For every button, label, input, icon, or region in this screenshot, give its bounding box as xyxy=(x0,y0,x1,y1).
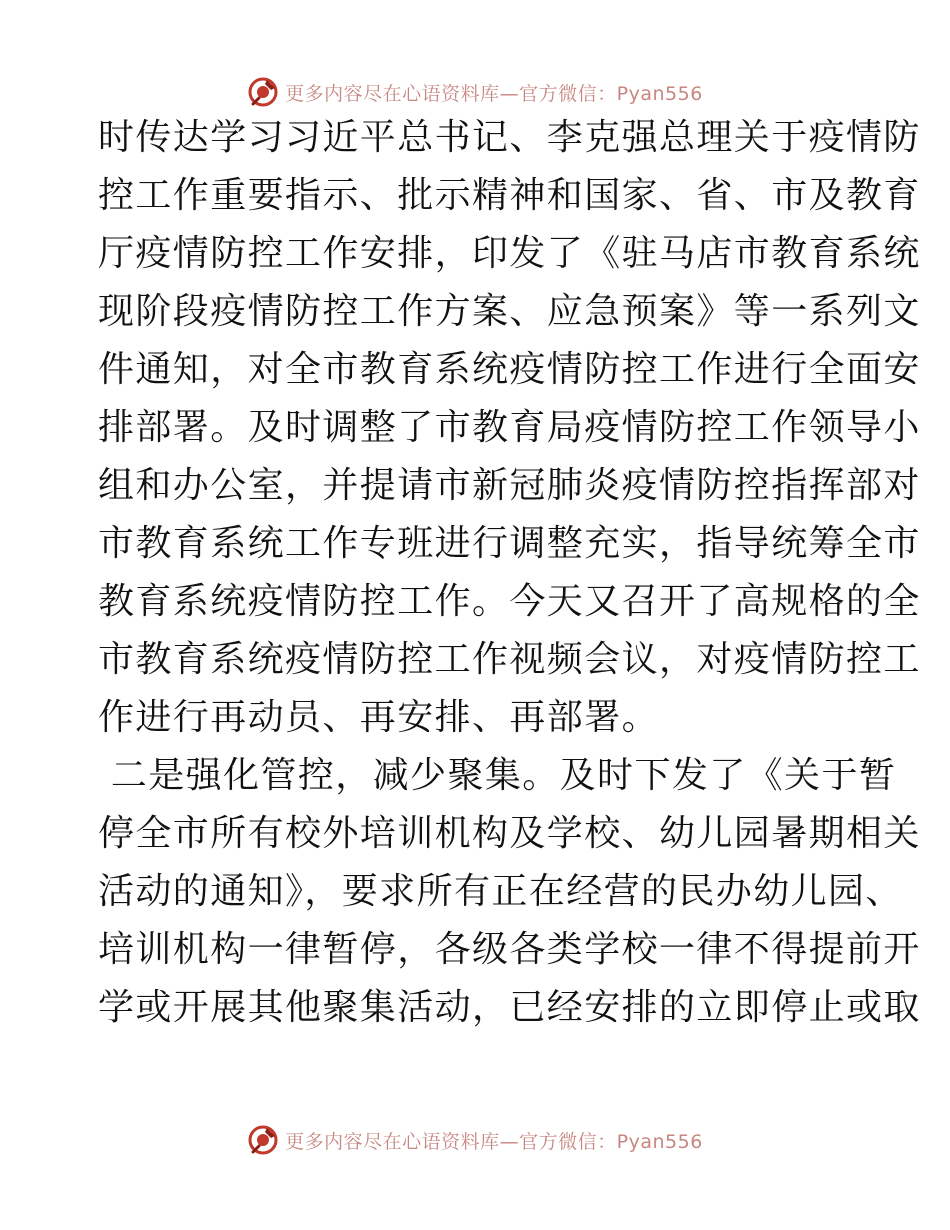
text-line: 厅疫情防控工作安排，印发了《驻马店市教育系统 xyxy=(98,233,921,274)
text-line: 现阶段疫情防控工作方案、应急预案》等一系列文 xyxy=(98,291,921,332)
text-line: 组和办公室，并提请市新冠肺炎疫情防控指挥部对 xyxy=(98,465,921,506)
text-line: 活动的通知》，要求所有正在经营的民办幼儿园、 xyxy=(98,871,903,912)
red-circle-pen-logo-icon xyxy=(247,1124,279,1156)
footer-banner-text: 更多内容尽在心语资料库—官方微信：Pyan556 xyxy=(285,1130,703,1153)
footer-banner xyxy=(0,1120,950,1160)
paragraph-1 xyxy=(98,117,921,738)
text-line: 控工作重要指示、批示精神和国家、省、市及教育 xyxy=(98,175,921,216)
text-line: 市教育系统疫情防控工作视频会议，对疫情防控工 xyxy=(98,639,921,680)
text-line: 排部署。及时调整了市教育局疫情防控工作领导小 xyxy=(98,407,921,448)
header-banner-text: 更多内容尽在心语资料库—官方微信：Pyan556 xyxy=(285,82,703,105)
text-line: 时传达学习习近平总书记、李克强总理关于疫情防 xyxy=(98,117,921,158)
text-line: 教育系统疫情防控工作。今天又召开了高规格的全 xyxy=(98,581,921,622)
header-banner xyxy=(0,72,950,112)
text-line: 培训机构一律暂停，各级各类学校一律不得提前开 xyxy=(98,929,921,970)
text-line: 件通知，对全市教育系统疫情防控工作进行全面安 xyxy=(98,349,921,390)
paragraph-2 xyxy=(98,755,921,1028)
text-line: 市教育系统工作专班进行调整充实，指导统筹全市 xyxy=(98,523,921,564)
text-line: 二是强化管控，减少聚集。及时下发了《关于暂 xyxy=(98,755,897,796)
text-line: 停全市所有校外培训机构及学校、幼儿园暑期相关 xyxy=(98,813,921,854)
document-body xyxy=(98,117,921,1048)
text-line: 作进行再动员、再安排、再部署。 xyxy=(98,697,660,738)
red-circle-pen-logo-icon xyxy=(247,76,279,108)
text-line: 学或开展其他聚集活动，已经安排的立即停止或取 xyxy=(98,987,921,1028)
